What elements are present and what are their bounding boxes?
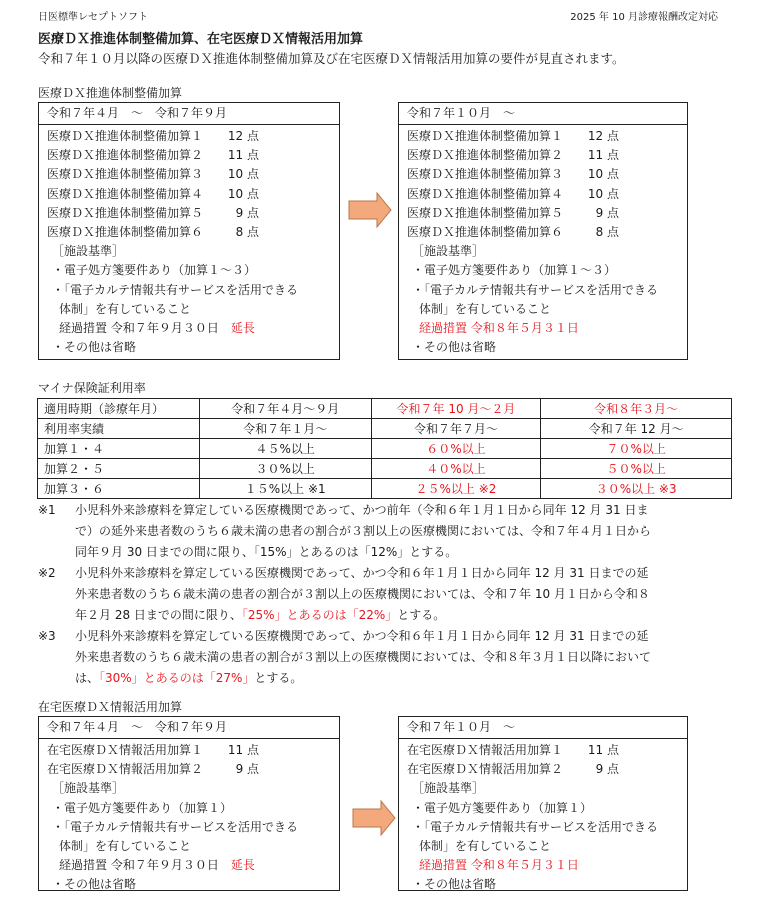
- dx-after-period: 令和７年１０月 ～: [399, 103, 687, 125]
- criteria-other: ・その他は省略: [412, 877, 497, 892]
- table-row: [38, 439, 732, 459]
- dx-after-item: 医療ＤＸ推進体制整備加算１ 12 点: [407, 129, 620, 143]
- criteria-label: ［施設基準］: [52, 244, 125, 259]
- transition-measure: 経過措置 令和８年５月３１日: [419, 320, 579, 335]
- dx-after-item: 医療ＤＸ推進体制整備加算２ 11 点: [407, 148, 620, 163]
- dx-after-box: [398, 102, 688, 360]
- table-cell: 令和７年１月～: [199, 419, 371, 439]
- table-cell: 令和７年４月～９月: [199, 399, 371, 419]
- footnote-1: ※1 小児科外来診療料を算定している医療機関であって、かつ前年（令和６年１月１日から同年 12 月 31 日ま で）の延外来患者数のうち６歳未満の患者の割合が３割以上の医療機関においては、令和７年４月１日から 同年９月 30 日までの間に限り、「15%」とあるのは「12%」とする。: [38, 500, 738, 563]
- dx-before-period: 令和７年４月 ～ 令和７年９月: [39, 103, 339, 125]
- criteria-ehr-cont: 体制」を有していること: [59, 301, 192, 316]
- table-cell: ３０%以上 ※3: [541, 479, 732, 499]
- usage-rate-table: [37, 398, 732, 499]
- table-cell: ４５%以上: [199, 439, 371, 459]
- home-before-period: 令和７年４月 ～ 令和７年９月: [39, 717, 339, 739]
- revision-label: 2025 年 10 月診療報酬改定対応: [570, 12, 718, 23]
- criteria-ehr: ・「電子カルテ情報共有サービスを活用できる: [52, 819, 299, 834]
- footnote-mark: ※2: [38, 566, 56, 580]
- mynumber-section-label: マイナ保険証利用率: [38, 381, 146, 395]
- table-cell: 加算１・４: [38, 439, 200, 459]
- criteria-ehr-cont: 体制」を有していること: [419, 301, 552, 316]
- extension-note: 延長: [230, 320, 255, 335]
- table-row: [38, 479, 732, 499]
- table-cell: ２５%以上 ※2: [371, 479, 541, 499]
- dx-after-item: 医療ＤＸ推進体制整備加算４ 10 点: [407, 186, 620, 201]
- footnote-3: ※3 小児科外来診療料を算定している医療機関であって、かつ令和６年１月１日から同年 12 月 31 日までの延 外来患者数のうち６歳未満の患者の割合が３割以上の医療機関においては、令和８年３月１日以降において は、「30%」とあるのは「27%」とする。: [38, 626, 738, 689]
- footnote-mark: ※1: [38, 503, 56, 517]
- criteria-prescription: ・電子処方箋要件あり（加算１）: [412, 800, 593, 815]
- transition-measure: 経過措置 令和７年９月３０日 延長: [59, 858, 255, 873]
- criteria-label: ［施設基準］: [52, 781, 125, 796]
- table-cell: 利用率実績: [38, 419, 200, 439]
- page-title: 医療ＤＸ推進体制整備加算、在宅医療ＤＸ情報活用加算: [38, 32, 364, 47]
- dx-before-item: 医療ＤＸ推進体制整備加算２ 11 点: [47, 148, 260, 163]
- table-cell: 令和７年 10 月～２月: [371, 399, 541, 419]
- home-before-item: 在宅医療ＤＸ情報活用加算１ 11 点: [47, 743, 260, 757]
- table-cell: １５%以上 ※1: [199, 479, 371, 499]
- arrow-right-icon: [348, 192, 392, 228]
- home-before-box: [38, 716, 340, 891]
- transition-measure: 経過措置 令和８年５月３１日: [419, 858, 579, 873]
- criteria-label: ［施設基準］: [412, 781, 485, 796]
- home-before-item: 在宅医療ＤＸ情報活用加算２ 9 点: [47, 762, 260, 777]
- dx-before-box: [38, 102, 340, 360]
- criteria-prescription: ・電子処方箋要件あり（加算１）: [52, 800, 233, 815]
- criteria-other: ・その他は省略: [52, 877, 137, 892]
- table-cell: 加算３・６: [38, 479, 200, 499]
- criteria-other: ・その他は省略: [412, 340, 497, 355]
- criteria-prescription: ・電子処方箋要件あり（加算１～３）: [52, 263, 257, 278]
- home-after-period: 令和７年１０月 ～: [399, 717, 687, 739]
- software-name: 日医標準レセプトソフト: [38, 12, 148, 23]
- home-after-box: [398, 716, 688, 891]
- home-after-item: 在宅医療ＤＸ情報活用加算２ 9 点: [407, 762, 620, 777]
- dx-before-item: 医療ＤＸ推進体制整備加算５ 9 点: [47, 205, 260, 220]
- table-cell: 令和７年 12 月～: [541, 419, 732, 439]
- criteria-label: ［施設基準］: [412, 244, 485, 259]
- page-subtitle: 令和７年１０月以降の医療ＤＸ推進体制整備加算及び在宅医療ＤＸ情報活用加算の要件が見直されます。: [38, 51, 625, 66]
- criteria-ehr-cont: 体制」を有していること: [59, 838, 192, 853]
- dx-before-item: 医療ＤＸ推進体制整備加算４ 10 点: [47, 186, 260, 201]
- criteria-ehr: ・「電子カルテ情報共有サービスを活用できる: [412, 282, 659, 297]
- dx-before-item: 医療ＤＸ推進体制整備加算３ 10 点: [47, 167, 260, 182]
- dx-before-item: 医療ＤＸ推進体制整備加算１ 12 点: [47, 129, 260, 143]
- criteria-other: ・その他は省略: [52, 340, 137, 355]
- dx-before-item: 医療ＤＸ推進体制整備加算６ 8 点: [47, 224, 260, 239]
- dx-after-item: 医療ＤＸ推進体制整備加算５ 9 点: [407, 205, 620, 220]
- footnote-2: ※2 小児科外来診療料を算定している医療機関であって、かつ令和６年１月１日から同年 12 月 31 日までの延 外来患者数のうち６歳未満の患者の割合が３割以上の医療機関においては、令和７年 10 月１日から令和８ 年２月 28 日までの間に限り、「25%」とあるのは「22%」とする。: [38, 563, 738, 626]
- table-row: [38, 399, 732, 419]
- home-after-item: 在宅医療ＤＸ情報活用加算１ 11 点: [407, 743, 620, 757]
- table-cell: ３０%以上: [199, 459, 371, 479]
- arrow-right-icon: [352, 800, 396, 836]
- table-cell: ４０%以上: [371, 459, 541, 479]
- table-cell: ６０%以上: [371, 439, 541, 459]
- table-cell: 加算２・５: [38, 459, 200, 479]
- table-cell: ５０%以上: [541, 459, 732, 479]
- table-row: [38, 419, 732, 439]
- table-cell: 令和７年７月～: [371, 419, 541, 439]
- criteria-ehr: ・「電子カルテ情報共有サービスを活用できる: [52, 282, 299, 297]
- table-cell: 適用時期（診療年月）: [38, 399, 200, 419]
- table-cell: ７０%以上: [541, 439, 732, 459]
- criteria-ehr-cont: 体制」を有していること: [419, 838, 552, 853]
- footnote-mark: ※3: [38, 629, 56, 643]
- table-cell: 令和８年３月～: [541, 399, 732, 419]
- criteria-prescription: ・電子処方箋要件あり（加算１～３）: [412, 263, 617, 278]
- dx-after-item: 医療ＤＸ推進体制整備加算３ 10 点: [407, 167, 620, 182]
- dx-after-item: 医療ＤＸ推進体制整備加算６ 8 点: [407, 224, 620, 239]
- table-row: [38, 459, 732, 479]
- home-section-label: 在宅医療ＤＸ情報活用加算: [38, 700, 183, 714]
- extension-note: 延長: [230, 858, 255, 873]
- dx-section-label: 医療ＤＸ推進体制整備加算: [38, 86, 183, 100]
- criteria-ehr: ・「電子カルテ情報共有サービスを活用できる: [412, 819, 659, 834]
- transition-measure: 経過措置 令和７年９月３０日 延長: [59, 320, 255, 335]
